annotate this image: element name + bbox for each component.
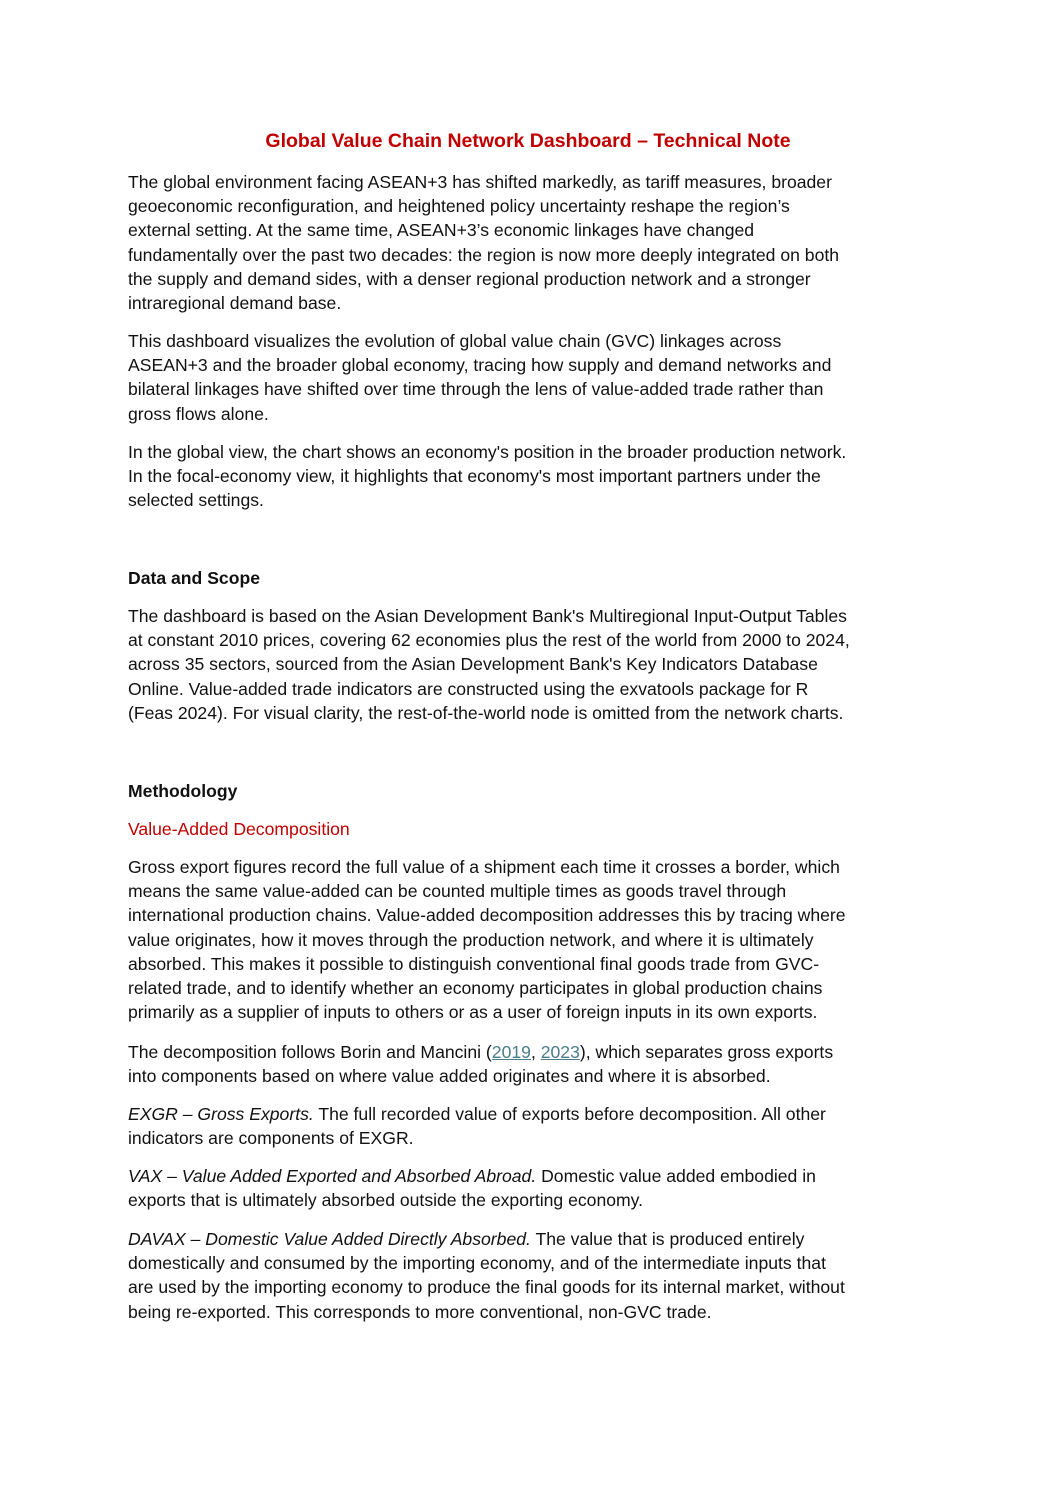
text-segment: ), which separates gross exports: [579, 1042, 834, 1062]
subsection-heading-value-added-decomposition: Value-Added Decomposition: [128, 819, 350, 839]
definition-term: VAX – Value Added Exported and Absorbed Abroad.: [128, 1166, 537, 1186]
definition-text: Domestic value added embodied in: [536, 1166, 816, 1186]
text-line: are used by the importing economy to produce the final goods for its internal market, without: [128, 1277, 845, 1298]
text-line: absorbed. This makes it possible to distinguish conventional final goods trade from GVC-: [128, 953, 820, 974]
text-line: In the focal-economy view, it highlights that economy's most important partners under the: [128, 466, 821, 487]
text-line: selected settings.: [128, 490, 264, 511]
text-line: into components based on where value added originates and where it is absorbed.: [128, 1066, 771, 1087]
document-title: Global Value Chain Network Dashboard – Technical Note: [265, 130, 791, 152]
intro-paragraph-2: [128, 329, 938, 426]
text-line: (Feas 2024). For visual clarity, the rest-of-the-world node is omitted from the network charts.: [128, 702, 844, 723]
text-line: [128, 1040, 938, 1064]
text-line: indicators are components of EXGR.: [128, 1128, 414, 1149]
section-heading-data-scope: Data and Scope: [128, 568, 260, 588]
definition-term: DAVAX – Domestic Value Added Directly Absorbed.: [128, 1229, 531, 1249]
text-line: Gross export figures record the full value of a shipment each time it crosses a border, which: [128, 857, 840, 877]
definition-text: The full recorded value of exports before decomposition. All other: [313, 1104, 826, 1124]
definition-exgr: [128, 1102, 938, 1150]
citation-link-2019[interactable]: 2019: [491, 1042, 531, 1062]
definition-davax: [128, 1227, 938, 1324]
intro-paragraph-1: [128, 170, 938, 315]
text-line: In the global view, the chart shows an economy's position in the broader production network.: [128, 442, 847, 462]
definition-text: The value that is produced entirely: [530, 1229, 805, 1249]
definition-term: EXGR – Gross Exports.: [128, 1104, 314, 1124]
text-line: at constant 2010 prices, covering 62 economies plus the rest of the world from 2000 to 2024,: [128, 630, 850, 651]
text-line: Online. Value-added trade indicators are constructed using the exvatools package for R: [128, 678, 809, 699]
text-line: bilateral linkages have shifted over time through the lens of value-added trade rather than: [128, 379, 824, 400]
text-line: exports that is ultimately absorbed outside the exporting economy.: [128, 1190, 644, 1211]
text-line: [128, 1227, 938, 1251]
text-line: primarily as a supplier of inputs to others or as a user of foreign inputs in its own exports.: [128, 1002, 818, 1023]
text-line: means the same value-added can be counted multiple times as goods travel through: [128, 881, 787, 902]
text-line: domestically and consumed by the importing economy, and of the intermediate inputs that: [128, 1253, 826, 1274]
text-line: international production chains. Value-added decomposition addresses this by tracing where: [128, 905, 846, 926]
text-line: gross flows alone.: [128, 403, 269, 424]
methodology-paragraph-2: [128, 1040, 938, 1088]
text-line: related trade, and to identify whether an economy participates in global production chains: [128, 978, 823, 999]
text-line: being re-exported. This corresponds to more conventional, non-GVC trade.: [128, 1301, 712, 1322]
citation-link-2023[interactable]: 2023: [540, 1042, 580, 1062]
text-line: [128, 1164, 938, 1188]
definition-vax: [128, 1164, 938, 1212]
text-line: The global environment facing ASEAN+3 has shifted markedly, as tariff measures, broader: [128, 172, 832, 192]
text-segment: ,: [530, 1042, 541, 1062]
text-line: the supply and demand sides, with a denser regional production network and a stronger: [128, 268, 811, 289]
text-line: value originates, how it moves through the production network, and where it is ultimately: [128, 929, 814, 950]
text-line: geoeconomic reconfiguration, and heightened policy uncertainty reshape the region’s: [128, 196, 790, 217]
text-line: ASEAN+3 and the broader global economy, tracing how supply and demand networks and: [128, 355, 832, 376]
section-heading-methodology: Methodology: [128, 781, 238, 801]
text-segment: The decomposition follows Borin and Mancini (: [128, 1042, 492, 1062]
intro-paragraph-3: [128, 440, 938, 513]
text-line: intraregional demand base.: [128, 293, 342, 314]
methodology-paragraph-1: [128, 855, 938, 1024]
text-line: [128, 1102, 938, 1126]
text-line: The dashboard is based on the Asian Development Bank's Multiregional Input-Output Tables: [128, 606, 847, 626]
text-line: fundamentally over the past two decades: the region is now more deeply integrated on both: [128, 244, 840, 265]
text-line: This dashboard visualizes the evolution of global value chain (GVC) linkages across: [128, 331, 782, 351]
text-line: external setting. At the same time, ASEAN+3’s economic linkages have changed: [128, 220, 755, 241]
text-line: across 35 sectors, sourced from the Asian Development Bank's Key Indicators Database: [128, 654, 818, 675]
data-scope-paragraph: [128, 604, 938, 725]
